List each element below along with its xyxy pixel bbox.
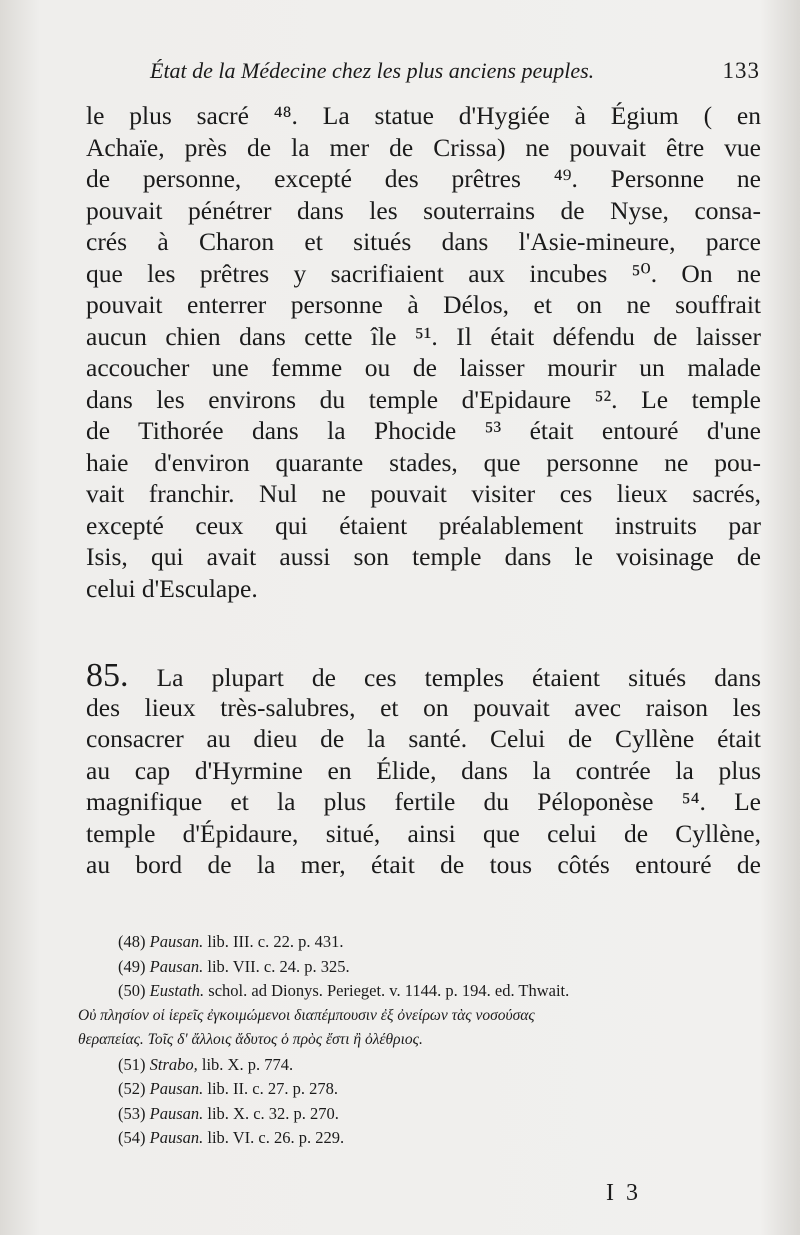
text-line: de personne, excepté des prêtres ⁴⁹. Personne ne <box>86 164 761 193</box>
running-title: État de la Médecine chez les plus anciens peuples. <box>150 58 595 83</box>
footnote <box>118 1102 778 1127</box>
text-line: haie d'environ quarante stades, que personne ne pou- <box>86 447 761 477</box>
footnote <box>118 955 778 980</box>
text-line: Achaïe, près de la mer de Crissa) ne pouvait être vue <box>86 132 761 162</box>
footnote-number: (48) <box>118 932 146 951</box>
text-line: que les prêtres y sacrifiaient aux incubes ⁵⁰. On ne <box>86 258 761 288</box>
text-line: crés à Charon et situés dans l'Asie-mineure, parce <box>86 227 761 256</box>
footnote <box>118 930 778 955</box>
text-line: pouvait enterrer personne à Délos, et on ne souffrait <box>86 290 761 319</box>
text-line: consacrer au dieu de la santé. Celui de Cyllène était <box>86 724 761 753</box>
footnote <box>118 979 778 1004</box>
footnote-ref: lib. VI. c. 26. p. 229. <box>207 1128 345 1147</box>
text-line: excepté ceux qui étaient préalablement instruits par <box>86 510 761 540</box>
footnote <box>118 1126 778 1151</box>
paragraph-2 <box>86 657 762 881</box>
footnote-ref: lib. III. c. 22. p. 431. <box>207 932 344 951</box>
footnote-ref: lib. X. p. 774. <box>201 1054 294 1074</box>
footnote-ref: schol. ad Dionys. Perieget. v. 1144. p. 194. ed. Thwait. <box>208 981 570 1000</box>
footnote <box>118 1053 778 1078</box>
running-header <box>150 58 760 84</box>
footnote-author: Pausan. <box>149 956 204 976</box>
footnote-number: (50) <box>118 981 146 1000</box>
footnotes <box>78 930 778 1151</box>
text-line: au bord de la mer, était de tous côtés entouré de <box>86 850 761 879</box>
text-line: dans les environs du temple d'Epidaure ⁵². Le temple <box>86 384 761 414</box>
text-line: magnifique et la plus fertile du Péloponèse ⁵⁴. Le <box>86 787 761 816</box>
greek-quote-line: Οὐ πλησίον οἱ ἱερεῖς ἐγκοιμώμενοι διαπέμπουσιν ἐξ ὀνείρων τὰς νοσούσας <box>78 1006 535 1024</box>
text-line: vait franchir. Nul ne pouvait visiter ces lieux sacrés, <box>86 479 761 508</box>
footnote-ref: lib. II. c. 27. p. 278. <box>207 1079 338 1098</box>
text-line: celui d'Esculape. <box>86 573 258 603</box>
text-line: des lieux très-salubres, et on pouvait avec raison les <box>86 692 761 722</box>
page-number: 133 <box>722 58 760 83</box>
footnote-number: (49) <box>118 956 146 976</box>
footnote-author: Pausan. <box>149 1128 204 1147</box>
footnote-ref: lib. VII. c. 24. p. 325. <box>207 956 350 976</box>
footnote <box>118 1077 778 1102</box>
footnote-author: Eustath. <box>149 981 205 1000</box>
footnote-number: (53) <box>118 1103 146 1123</box>
text-line: temple d'Épidaure, situé, ainsi que celui de Cyllène, <box>86 818 761 848</box>
footnote-ref: lib. X. c. 32. p. 270. <box>207 1103 339 1123</box>
text-line: de Tithorée dans la Phocide ⁵³ était entouré d'une <box>86 416 761 445</box>
footnote-author: Pausan. <box>149 1079 204 1098</box>
text-line <box>86 657 762 694</box>
footnote-author: Strabo, <box>149 1054 198 1074</box>
greek-quote-line: θεραπείας. Τοῖς δ' ἄλλοις ἄδυτος ὁ πρὸς ἔστι ἢ ὀλέθριος. <box>78 1031 423 1048</box>
signature-mark: I 3 <box>606 1180 641 1206</box>
text-line: Isis, qui avait aussi son temple dans le voisinage de <box>86 542 761 571</box>
paragraph-1 <box>86 100 761 604</box>
text-line: le plus sacré ⁴⁸. La statue d'Hygiée à Égium ( en <box>86 101 761 130</box>
text-line: accoucher une femme ou de laisser mourir un malade <box>86 353 761 382</box>
footnote-number: (52) <box>118 1079 146 1098</box>
footnote-author: Pausan. <box>149 1103 204 1123</box>
footnote-number: (54) <box>118 1128 146 1147</box>
footnote-number: (51) <box>118 1054 146 1074</box>
text-line: aucun chien dans cette île ⁵¹. Il était défendu de laisser <box>86 321 761 351</box>
section-number: 85. <box>86 657 129 694</box>
footnote-author: Pausan. <box>149 932 204 951</box>
text-line-content: La plupart de ces temples étaient situés dans <box>156 663 762 692</box>
text-line: pouvait pénétrer dans les souterrains de Nyse, consa- <box>86 195 761 225</box>
text-line: au cap d'Hyrmine en Élide, dans la contrée la plus <box>86 755 761 785</box>
